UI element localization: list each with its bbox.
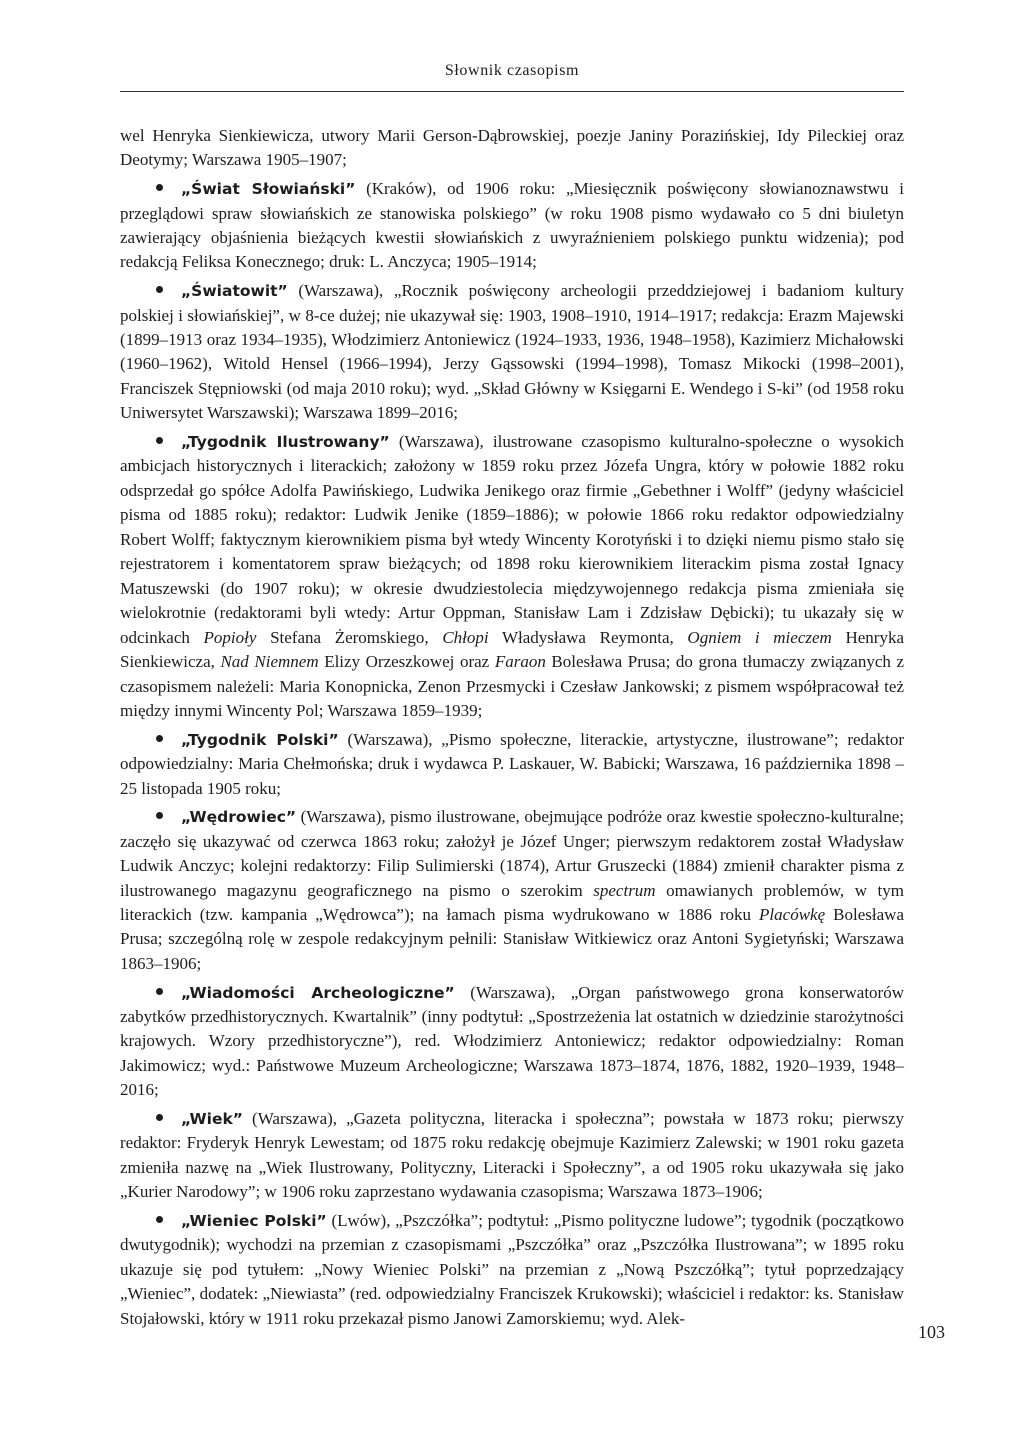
entry-title: „Wiadomości Archeologiczne” <box>181 983 455 1002</box>
entry-title: „Świat Słowiański” <box>181 180 356 199</box>
entry-swiatowit <box>120 279 904 426</box>
entry-text: (Warszawa), pismo ilustrowane, obejmujące podróże oraz kwestie społeczno-kulturalne; zaczęło się ukazywać od czerwca 1863 roku; założył je Józef Unger; pierwszym redaktorem został Władysław Ludwik Anczyc; kolejni redaktorzy: Filip Sulimierski (1874), Artur Gruszecki (1884) zmienił charakter pisma z ilustrowanego magazynu geograficznego na pismo o szerokim <box>120 807 904 900</box>
entry-wieniec-polski <box>120 1209 904 1331</box>
continuation-paragraph: wel Henryka Sienkiewicza, utwory Marii Gerson-Dąbrowskiej, poezje Janiny Porazińskiej, Idy Pileckiej oraz Deotymy; Warszawa 1905–1907; <box>120 126 904 170</box>
work-title: Nad Niemnem <box>220 652 319 672</box>
entry-wiadomosci-archeologiczne <box>120 981 904 1103</box>
entry-text: Stefana Żeromskiego, <box>256 627 443 647</box>
work-title: Faraon <box>494 652 546 672</box>
entry-wiek <box>120 1107 904 1205</box>
work-title: Popioły <box>203 627 257 647</box>
work-title: Chłopi <box>442 627 489 647</box>
entry-text: (Warszawa), ilustrowane czasopismo kulturalno-społeczne o wysokich ambicjach historycznych i literackich; założony w 1859 roku przez Józefa Ungra, który w połowie 1882 roku odsprzedał go spółce Adolfa Pawińskiego, Ludwika Jenikego oraz firmie „Gebethner i Wolff” (jedyny właściciel pisma od 1885 roku); redaktor: Ludwik Jenike (1859–1886); w połowie 1866 roku redaktor odpowiedzialny Robert Wolff; faktycznym kierownikiem pisma był wtedy Wincenty Korotyński i to dzięki niemu pismo stało się rejestratorem i komentatorem spraw bieżących; od 1898 roku kierownikiem literackim pisma został Ignacy Matuszewski (do 1907 roku); w okresie dwudziestolecia międzywojennego redakcja pisma zmieniała się wielokrotnie (redaktorami byli wtedy: Artur Oppman, Stanisław Lam i Zdzisław Dębicki); tu ukazały się w odcinkach <box>120 432 905 647</box>
entry-text: Bolesława Prusa; do grona tłumaczy związanych z czasopismem należeli: Maria Konopnicka, Zenon Przesmycki i Czesław Jankowski; z pismem współpracował też między innymi Wincenty Pol; Warszawa 1859–1939; <box>120 652 904 720</box>
entry-text: Władysława Reymonta, <box>488 627 688 647</box>
entry-swiat-slowianski <box>120 177 904 275</box>
work-title: Ogniem i mieczem <box>687 627 832 647</box>
entry-text: (Lwów), „Pszczółka”; podtytuł: „Pismo polityczne ludowe”; tygodnik (początkowo dwutygodnik); wychodzi na przemian z czasopismami „Pszczółka” oraz „Pszczółka Ilustrowana”; w 1895 roku ukazuje się pod tytułem: „Nowy Wieniec Polski” na przemian z „Nową Pszczółką”; tytuł poprzedzający „Wieniec”, dodatek: „Niewiasta” (red. odpowiedzialny Franciszek Krukowski); właściciel i redaktor: ks. Stanisław Stojałowski, który w 1911 roku przekazał pismo Janowi Zamorskiemu; wyd. Alek- <box>120 1210 904 1328</box>
bullet-icon <box>156 1216 163 1223</box>
header-rule <box>120 91 904 92</box>
entry-text: (Warszawa), „Organ państwowego grona konserwatorów zabytków przedhistorycznych. Kwartalnik” (inny podtytuł: „Spostrzeżenia lat ostatnich w dziedzinie starożytności krajowych. Wzory przedhistoryczne”), red. Włodzimierz Antoniewicz; redaktor odpowiedzialny: Roman Jakimowicz; wyd.: Państwowe Muzeum Archeologiczne; Warszawa 1873–1874, 1876, 1882, 1920–1939, 1948–2016; <box>120 982 904 1100</box>
entry-tygodnik-polski <box>120 728 904 801</box>
entry-text: Bolesława Prusa; szczególną rolę w zespole redakcyjnym pełnili: Stanisław Witkiewicz oraz Antoni Sygietyński; Warszawa 1863–1906; <box>120 904 904 973</box>
bullet-icon <box>156 437 163 444</box>
entry-title: „Wędrowiec” <box>181 808 297 827</box>
page-number: 103 <box>918 1322 945 1342</box>
running-head: Słownik czasopism <box>444 62 580 79</box>
bullet-icon <box>156 735 163 742</box>
entry-text: (Kraków), od 1906 roku: „Miesięcznik poświęcony słowianoznawstwu i przeglądowi spraw słowiańskich ze stanowiska polskiego” (w roku 1908 pismo wydawało co 5 dni biuletyn zawierający objaśnienia bieżących kwestii słowiańskich z uwyraźnieniem polskiego punktu widzenia); pod redakcją Feliksa Konecznego; druk: L. Anczyca; 1905–1914; <box>120 179 904 272</box>
dictionary-text <box>120 124 904 1331</box>
bullet-icon <box>156 812 163 819</box>
bullet-icon <box>156 286 163 293</box>
entry-title: „Wieniec Polski” <box>181 1211 327 1230</box>
entry-tygodnik-ilustrowany <box>120 430 904 723</box>
bullet-icon <box>156 1114 163 1121</box>
entry-wedrowiec <box>120 805 904 976</box>
bullet-icon <box>156 184 163 191</box>
entry-title: „Światowit” <box>181 282 288 301</box>
bullet-icon <box>156 988 163 995</box>
entry-title: „Tygodnik Ilustrowany” <box>181 433 390 451</box>
entry-text: (Warszawa), „Pismo społeczne, literackie, artystyczne, ilustrowane”; redaktor odpowiedzialny: Maria Chełmońska; druk i wydawca P. Laskauer, W. Babicki; Warszawa, 16 października 1898 – 25 listopada 1905 roku; <box>120 729 904 798</box>
entry-text: omawianych problemów, w tym literackich (tzw. kampania „Wędrowca”); na łamach pisma wydrukowano w 1886 roku <box>120 880 904 924</box>
entry-title: „Wiek” <box>181 1109 243 1128</box>
work-title: Placówkę <box>759 904 826 924</box>
entry-title: „Tygodnik Polski” <box>181 730 339 749</box>
foreign-term: spectrum <box>593 880 656 900</box>
entry-text: (Warszawa), „Gazeta polityczna, literacka i społeczna”; powstała w 1873 roku; pierwszy redaktor: Fryderyk Henryk Lewestam; od 1875 roku redakcję obejmuje Kazimierz Zalewski; w 1901 roku gazeta zmieniła nazwę na „Wiek Ilustrowany, Polityczny, Literacki i Społeczny”, a od 1905 roku ukazywała się jako „Kurier Narodowy”; w 1906 roku zaprzestano wydawania czasopisma; Warszawa 1873–1906; <box>120 1108 904 1202</box>
entry-text: (Warszawa), „Rocznik poświęcony archeologii przeddziejowej i badaniom kultury polskiej i słowiańskiej”, w 8-ce dużej; nie ukazywał się: 1903, 1908–1910, 1914–1917; redakcja: Erazm Majewski (1899–1913 oraz 1934–1935), Włodzimierz Antoniewicz (1924–1933, 1936, 1948–1958), Kazimierz Michałowski (1960–1962), Witold Hensel (1966–1994), Jerzy Gąssowski (1994–1998), Tomasz Mikocki (1998–2001), Franciszek Stępniowski (od maja 2010 roku); wyd. „Skład Główny w Księgarni E. Wendego i S-ki” (od 1958 roku Uniwersytet Warszawski); Warszawa 1899–2016; <box>120 281 904 423</box>
entry-text: Elizy Orzeszkowej oraz <box>318 652 495 672</box>
entry-text: Henryka Sienkiewicza, <box>120 627 904 672</box>
